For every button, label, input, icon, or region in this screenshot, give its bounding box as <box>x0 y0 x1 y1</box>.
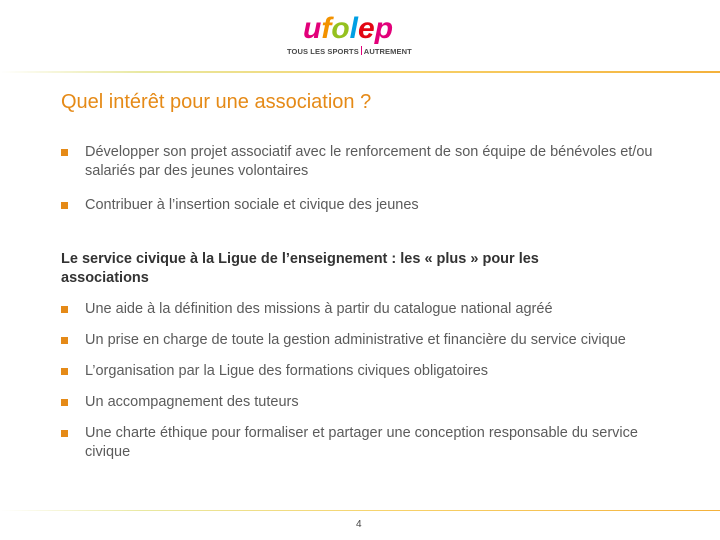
footer-divider <box>0 510 720 511</box>
logo-tagline-separator <box>361 46 362 55</box>
svg-text:ufolep: ufolep <box>303 12 394 45</box>
square-bullet-icon <box>61 399 68 406</box>
plus-bullet <box>61 300 661 319</box>
plus-bullet-text: L’organisation par la Ligue des formations civiques obligatoires <box>85 363 489 379</box>
logo-tagline-right: AUTREMENT <box>363 47 412 56</box>
intro-bullet <box>61 196 661 215</box>
plus-bullet-text: Un accompagnement des tuteurs <box>85 394 299 410</box>
ufolep-logo <box>285 12 435 58</box>
intro-bullet <box>61 143 661 181</box>
plus-bullet-text: Une aide à la définition des missions à partir du catalogue national agréé <box>85 301 553 317</box>
slide-title: Quel intérêt pour une association ? <box>61 91 372 113</box>
square-bullet-icon <box>61 368 68 375</box>
plus-bullet <box>61 424 661 462</box>
intro-bullet-text: Développer son projet associatif avec le renforcement de son équipe de bénévoles et/ou salariés par des jeunes volontaires <box>85 144 653 179</box>
square-bullet-icon <box>61 202 68 209</box>
page-number: 4 <box>356 519 362 530</box>
plus-bullet <box>61 362 661 381</box>
plus-bullet <box>61 393 661 412</box>
section-subtitle: Le service civique à la Ligue de l’enseignement : les « plus » pour les associations <box>61 251 539 286</box>
header-divider <box>0 71 720 73</box>
ufolep-wordmark-graphic <box>285 12 435 46</box>
logo-tagline <box>287 46 412 56</box>
square-bullet-icon <box>61 337 68 344</box>
logo-tagline-left: TOUS LES SPORTS <box>287 47 359 56</box>
plus-bullet <box>61 331 661 350</box>
square-bullet-icon <box>61 430 68 437</box>
plus-bullet-text: Une charte éthique pour formaliser et partager une conception responsable du service civique <box>85 425 638 460</box>
intro-bullet-text: Contribuer à l’insertion sociale et civique des jeunes <box>85 197 419 213</box>
plus-bullet-text: Un prise en charge de toute la gestion administrative et financière du service civique <box>85 332 626 348</box>
intro-bullet-list <box>61 143 661 230</box>
square-bullet-icon <box>61 306 68 313</box>
plus-bullet-list <box>61 300 661 474</box>
square-bullet-icon <box>61 149 68 156</box>
